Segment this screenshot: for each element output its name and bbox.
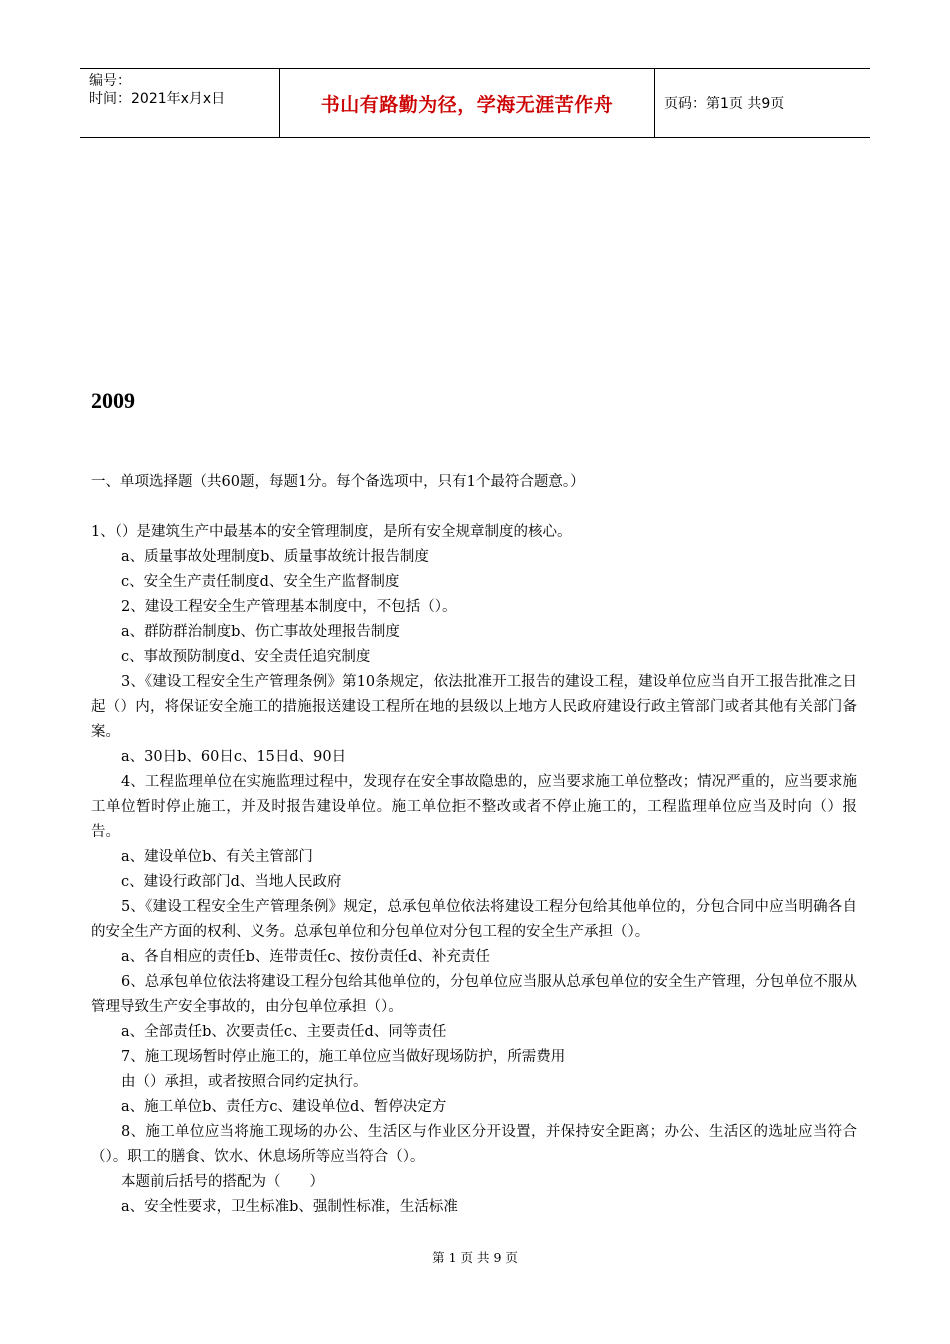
text-line: a、施工单位b、责任方c、建设单位d、暂停决定方 <box>121 1099 447 1115</box>
text-line: a、各自相应的责任b、连带责任c、按份责任d、补充责任 <box>121 949 490 965</box>
number-label: 编号： <box>89 73 131 89</box>
text-line: 7、施工现场暂时停止施工的，施工单位应当做好现场防护，所需费用 <box>121 1049 566 1065</box>
header-motto: 书山有路勤为径，学海无涯苦作舟 <box>280 69 655 137</box>
page-footer: 第 1 页 共 9 页 <box>432 1250 518 1265</box>
text-line: c、事故预防制度d、安全责任追究制度 <box>121 649 371 665</box>
text-line: 5、《建设工程安全生产管理条例》规定，总承包单位依法将建设工程分包给其他单位的，分包合同中应当明确各自的安全生产方面的权利、义务。总承包单位和分包单位对分包工程的安全生产承担（）。 <box>91 899 857 940</box>
text-line: a、安全性要求，卫生标准b、强制性标准，生活标准 <box>121 1199 458 1215</box>
question-body <box>91 520 857 1220</box>
text-line: 8、施工单位应当将施工现场的办公、生活区与作业区分开设置，并保持安全距离；办公、生活区的选址应当符合（）。职工的膳食、饮水、休息场所等应当符合（）。 <box>91 1124 857 1165</box>
text-line: 1、（）是建筑生产中最基本的安全管理制度，是所有安全规章制度的核心。 <box>91 524 572 540</box>
year-heading: 2009 <box>91 388 135 413</box>
text-line: 本题前后括号的搭配为（ ） <box>121 1174 324 1190</box>
text-line: 4、工程监理单位在实施监理过程中，发现存在安全事故隐患的，应当要求施工单位整改；情况严重的，应当要求施工单位暂时停止施工，并及时报告建设单位。施工单位拒不整改或者不停止施工的，工程监理单位应当及时向（）报告。 <box>91 774 857 840</box>
text-line: 3、《建设工程安全生产管理条例》第10条规定，依法批准开工报告的建设工程，建设单位应当自开工报告批准之日起（）内，将保证安全施工的措施报送建设工程所在地的县级以上地方人民政府建设行政主管部门或者其他有关部门备案。 <box>91 674 857 740</box>
text-line: 6、总承包单位依法将建设工程分包给其他单位的，分包单位应当服从总承包单位的安全生产管理，分包单位不服从管理导致生产安全事故的，由分包单位承担（）。 <box>91 974 857 1015</box>
page-header <box>80 68 870 138</box>
header-page-code: 页码：第1页 共9页 <box>664 96 785 112</box>
text-line: 2、建设工程安全生产管理基本制度中，不包括（）。 <box>121 599 457 615</box>
time-label: 时间：2021年x月x日 <box>89 91 226 107</box>
text-line: a、群防群治制度b、伤亡事故处理报告制度 <box>121 624 400 640</box>
text-line: a、质量事故处理制度b、质量事故统计报告制度 <box>121 549 429 565</box>
section-title: 一、单项选择题（共60题，每题1分。每个备选项中，只有1个最符合题意。） <box>91 474 585 490</box>
text-line: a、建设单位b、有关主管部门 <box>121 849 313 865</box>
text-line: a、全部责任b、次要责任c、主要责任d、同等责任 <box>121 1024 447 1040</box>
header-meta <box>80 69 280 137</box>
text-line: c、安全生产责任制度d、安全生产监督制度 <box>121 574 400 590</box>
text-line: a、30日b、60日c、15日d、90日 <box>121 749 347 765</box>
text-line: 由（）承担，或者按照合同约定执行。 <box>121 1074 368 1090</box>
text-line: c、建设行政部门d、当地人民政府 <box>121 874 342 890</box>
